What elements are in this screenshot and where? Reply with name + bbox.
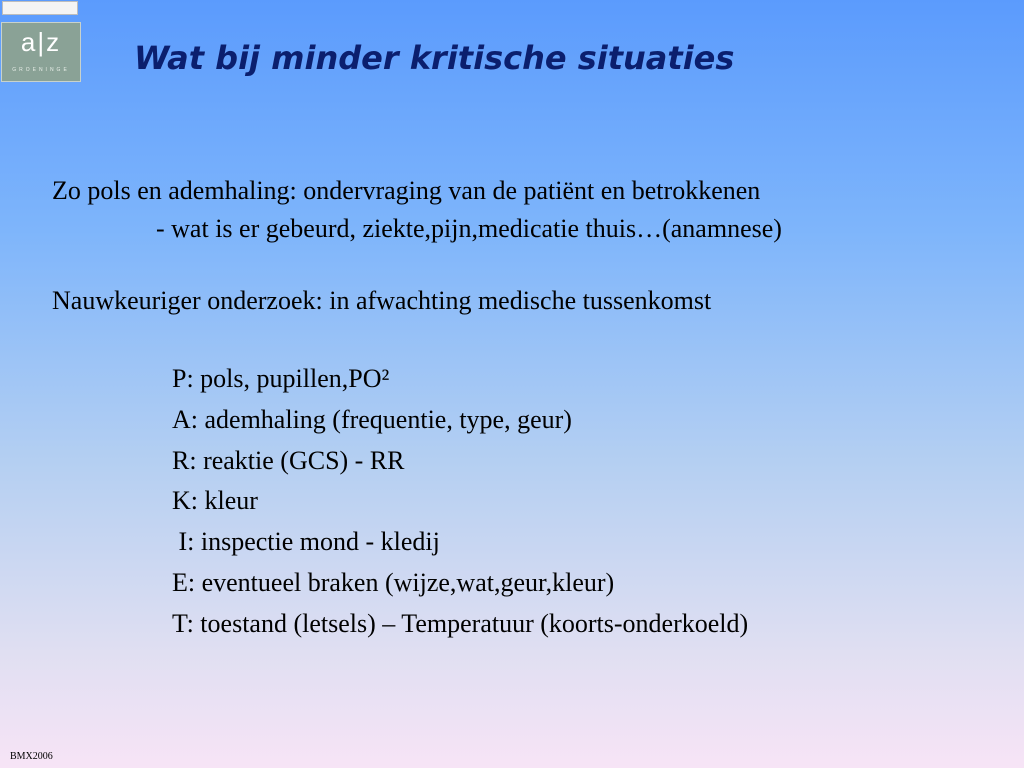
- list-item: A: ademhaling (frequentie, type, geur): [172, 404, 572, 434]
- logo-letters: a|z: [20, 27, 62, 57]
- list-item: T: toestand (letsels) – Temperatuur (koorts-onderkoeld): [172, 608, 749, 638]
- slide-title: Wat bij minder kritische situaties: [134, 39, 735, 77]
- logo-top-bar: [2, 1, 78, 15]
- list-item: I: inspectie mond - kledij: [172, 527, 440, 557]
- list-item: P: pols, pupillen,PO²: [172, 364, 390, 393]
- logo-subtitle: GROENINGE: [12, 67, 70, 73]
- az-groeninge-logo: [0, 0, 82, 82]
- footer-code: BMX2006: [10, 751, 53, 762]
- list-item: E: eventueel braken (wijze,wat,geur,kleur): [172, 567, 615, 597]
- body-line-anamnese-continued: - wat is er gebeurd, ziekte,pijn,medicatie thuis…(anamnese): [156, 214, 782, 243]
- parkiet-checklist: [172, 359, 748, 645]
- logo-mark: [1, 22, 81, 82]
- list-item: K: kleur: [172, 486, 258, 516]
- body-line-onderzoek: Nauwkeuriger onderzoek: in afwachting medische tussenkomst: [52, 286, 712, 315]
- list-item: R: reaktie (GCS) - RR: [172, 445, 405, 475]
- body-line-anamnese: Zo pols en ademhaling: ondervraging van de patiënt en betrokkenen: [52, 176, 761, 205]
